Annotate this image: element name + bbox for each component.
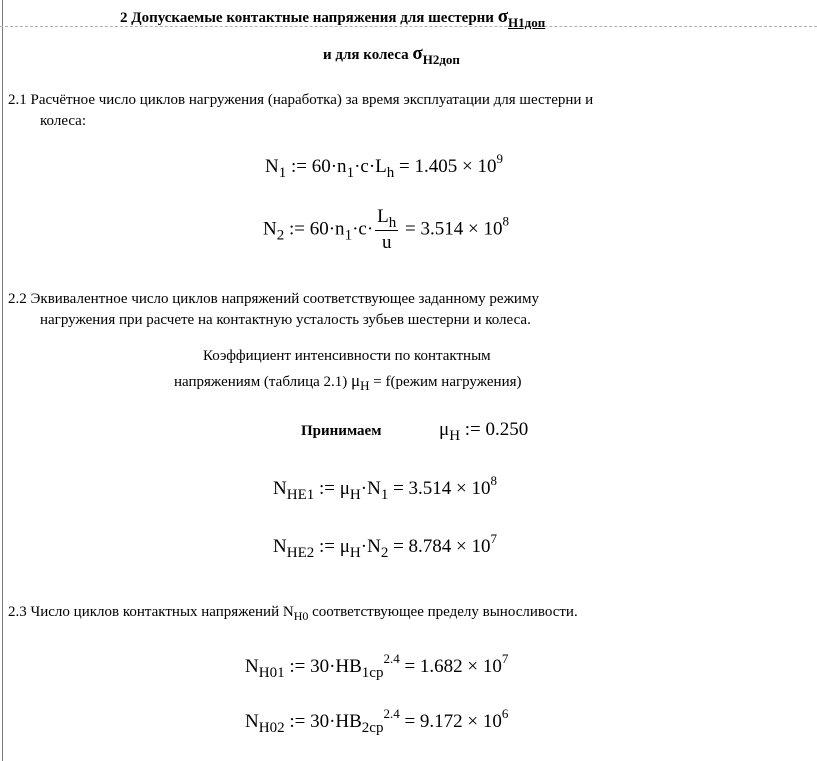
formula-n1: $N_1$ := $60\cdot n_1\cdot c\cdot L_h = 1.405 \times 10^9$ [265, 151, 503, 181]
paragraph-2-1-line1: 2.1 Расчётное число циклов нагружения (наработка) за время эксплуатации для шестерни и [8, 92, 594, 108]
sigma-subscript: H2доп [422, 52, 460, 67]
fraction-lh-over-u: $\frac{L_h}{u}$ [377, 206, 397, 253]
sigma-symbol: σ [497, 6, 509, 27]
paragraph-2-2-line1: 2.2 Эквивалентное число циклов напряжений соответствующее заданному режиму [8, 291, 539, 307]
coefficient-description-line1: Коэффициент интенсивности по контактным [203, 348, 491, 364]
accept-label: Принимаем [301, 423, 382, 439]
section-heading-line1 [120, 6, 545, 31]
heading-text: и для колеса [323, 47, 413, 63]
paragraph-2-2-line2: нагружения при расчете на контактную усталость зубьев шестерни и колеса. [40, 312, 531, 328]
formula-nhe2: $N_{HE2}$ := $\mu_H\cdot N_2 = 8.784 \times 10^7$ [273, 531, 498, 561]
section-heading-line2 [323, 43, 460, 68]
formula-nh01: $N_{H01}$ := $30\cdot HB_{1ср}^{2.4} = 1.682 \times 10^7$ [245, 651, 509, 681]
left-margin-rule [2, 0, 3, 761]
heading-text: 2 Допускаемые контактные напряжения для шестерни [120, 10, 498, 26]
paragraph-2-1-line2: колеса: [40, 113, 87, 129]
formula-n2: $N_2$ := $60\cdot n_1\cdot c\cdot$ $\frac{L_h}{u}$ = $3.514 \times 10^8$ [263, 206, 509, 253]
formula-nhe1: $N_{HE1}$ := $\mu_H\cdot N_1 = 3.514 \times 10^8$ [273, 473, 498, 503]
sigma-subscript: H1доп [508, 15, 546, 30]
sigma-symbol: σ [412, 43, 423, 64]
formula-mu-h-value: $\mu_H$ := 0.250 [439, 419, 529, 444]
formula-nh02: $N_{H02}$ := $30\cdot HB_{2ср}^{2.4} = 9.172 \times 10^6$ [245, 706, 509, 736]
paragraph-2-3: 2.3 Число циклов контактных напряжений $N_{H0}$ соответствующее пределу выносливости. [8, 604, 578, 623]
coefficient-description-line2: напряжениям (таблица 2.1) $\mu_H$ = f(режим нагружения) [174, 371, 522, 393]
